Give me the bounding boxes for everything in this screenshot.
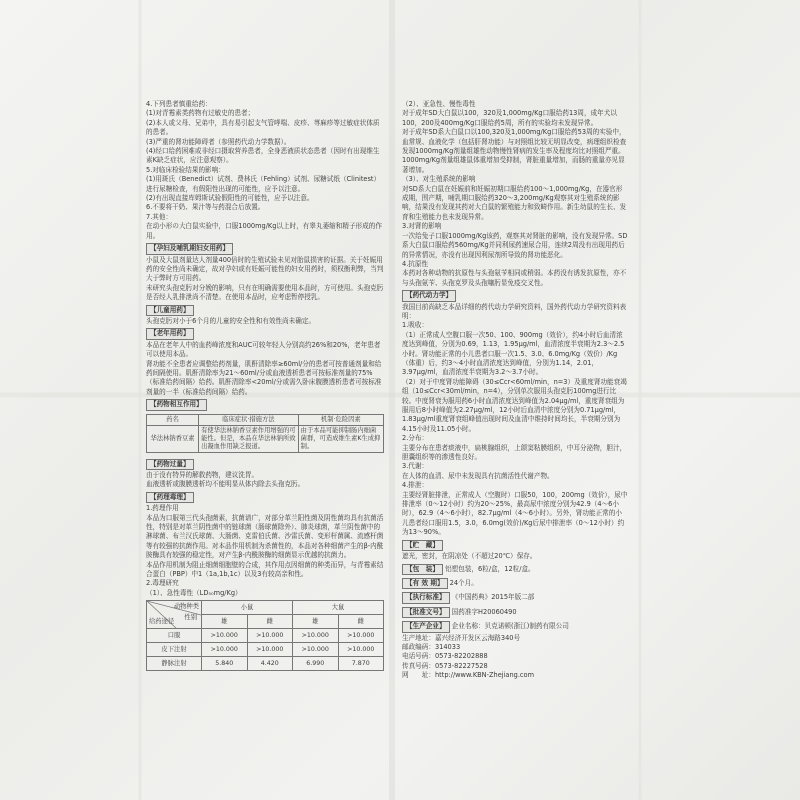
text-line: 4.下列患者慎重给药： — [146, 100, 212, 108]
section-title-validity: 【有 效 期】 — [402, 578, 448, 589]
validity-row — [402, 576, 628, 590]
text-line: 3.代谢： — [402, 462, 429, 471]
standard-text: 《中国药典》2015年版二部 — [451, 593, 535, 602]
table-cell: 由于本品可能抑制肠内细菌菌群，可造成维生素K生成抑制。 — [298, 425, 383, 452]
table-cell: >10.000 — [293, 643, 339, 657]
phone-text: 电话号码：0573-82202888 — [402, 652, 488, 661]
text-line: 本品为口服第三代头孢菌素，抗菌谱广，对部分革兰阳性菌及阴性菌均具有抗菌活性，特别是对革兰阴性菌中的链球菌（肠球菌除外）、肺炎球菌，革兰阴性菌中的淋球菌、布兰汉氏球菌、大肠菌、克雷伯氏菌、沙雷氏菌、变形杆菌属、流感杆菌等有较强的抗菌作用。对本品作用机制为杀菌性的，本品对各种细菌产生的β-内酰胺酶具有较强的稳定性，对产生β-内酰胺酶的细菌显示优越的抗菌力。 — [146, 513, 384, 560]
interaction-table — [146, 414, 384, 453]
postcode-text: 邮政编码：314033 — [402, 642, 461, 651]
text-line: （1）、急性毒性（LD₅₀mg/Kg） — [146, 588, 242, 597]
table-header-cell: 临床症状·措施方法 — [199, 414, 299, 425]
package-row — [402, 562, 628, 576]
ld50-table — [146, 600, 384, 671]
table-row — [147, 425, 384, 452]
maker-row — [402, 619, 628, 633]
text-line: 7.其他： — [146, 212, 173, 221]
right-column — [402, 100, 628, 681]
text-line: (2)本人或父母、兄弟中，具有易引起支气管哮喘、皮疹、荨麻疹等过敏症状体质的患者。 — [146, 118, 380, 137]
table-cell: >10.000 — [247, 643, 293, 657]
table-cell: >10.000 — [202, 643, 248, 657]
text-line: 本品在老年人中的血药峰浓度和AUC可较年轻人分别高约26%和20%，老年患者可以使用本品。 — [146, 340, 381, 359]
table-corner-cell — [147, 601, 202, 629]
maker-text: 企业名称：贝克诺顿(浙江)制药有限公司 — [451, 622, 569, 631]
section-title-overdose: 【药物过量】 — [146, 459, 194, 470]
fax-text: 传真号码：0573-82227528 — [402, 661, 488, 670]
table-header-cell: 大鼠 — [293, 601, 384, 615]
text-line: 1.吸收： — [402, 321, 429, 330]
table-header-cell: 雄 — [293, 615, 339, 629]
table-header-cell: 小鼠 — [202, 601, 293, 615]
table-header-cell: 雄 — [202, 615, 248, 629]
table-cell: 7.870 — [338, 657, 384, 671]
table-header-row — [147, 601, 384, 615]
text-line: 在动小形の大白鼠实验中，口服1000mg/Kg以上时，有睾丸萎缩和精子形成的作用。 — [146, 222, 382, 240]
text-line: (3)严重的肾功能障碍者（参照药代动力学数据）。 — [146, 137, 291, 146]
table-cell: 有使华法林钠香豆素作用增强的可能性。但是，本品在华法林钠所致出凝血作用缺乏报道。 — [199, 425, 299, 452]
table-cell: >10.000 — [338, 643, 384, 657]
table-cell: >10.000 — [202, 629, 248, 643]
corner-label-sex: 性别 — [184, 614, 197, 622]
corner-label-route: 给药途径 — [149, 618, 175, 626]
text-line: 4.抗原性 — [402, 259, 429, 268]
section-title-maker: 【生产企业】 — [402, 621, 450, 632]
text-line: 本品作用机制为阻止细菌细胞壁的合成，其作用点因细菌的种类而异，与青霉素结合蛋白（PBP）中1（1a,1b,1c）以及3有较高亲和性。 — [146, 560, 384, 579]
table-cell: >10.000 — [293, 629, 339, 643]
table-row — [147, 643, 384, 657]
text-line: (2)有出现直接库姆斯试验假阳性的可能性，应予以注意。 — [146, 194, 314, 203]
table-cell: 口服 — [147, 629, 202, 643]
section-title-elderly: 【老年用药】 — [146, 328, 194, 339]
text-line: （2）对于中度肾功能障碍（30≤Ccr<60ml/min，n=3）及重度肾功能衰竭组（10≤Ccr<30ml/min，n=4），分别单次服用头孢克肟100mg进行比较。中度肾衰为服用药6小时血清浓度达到峰值为2.04μg/ml，重度肾衰组为服用后8小时峰值为2.27μg/ml，12小时后血清中浓度分别为0.71μg/ml，1.83μg/ml重度肾衰组峰值出现时间及血清中维持时间均长，半衰期分别为4.15小时及11.05小时。 — [402, 377, 627, 433]
validity-text: 24个月。 — [449, 578, 478, 587]
text-line: (1)对青霉素类药物有过敏史的患者； — [146, 109, 255, 118]
storage-row — [402, 538, 628, 552]
table-cell: >10.000 — [338, 629, 384, 643]
text-line: 由于没有特异的解救药物，建议洗胃。 — [146, 471, 259, 479]
package-text: 铝塑包装，6粒/盒，12粒/盒。 — [445, 564, 535, 573]
text-line: 肾功能不全患者应调整给药剂量，肌酐清除率≥60ml/分的患者可按普通剂量和给药间隔使用。肌酐清除率为21～60ml/分或血液透析患者可按标准剂量的75%（标准给药间隔）给药。肌酐清除率<20ml/分或需久卧床腹膜透析患者可按标准剂量的一半（标准给药间隔）给药。 — [146, 359, 382, 396]
table-header-cell: 机制·危险因素 — [298, 414, 383, 425]
table-row — [147, 657, 384, 671]
text-line: 4.排泄： — [402, 481, 429, 490]
text-line: (1)用斑氏（Benedict）试剂、费林氏（Fehling）试剂、尿糖试纸（Clinitest）进行尿糖检查，有假阳性出现的可能性，应予以注意。 — [146, 175, 381, 193]
table-header-cell: 雌 — [338, 615, 384, 629]
table-cell: >10.000 — [247, 629, 293, 643]
section-title-pharmacokinetics: 【药代动力学】 — [402, 290, 456, 301]
corner-label-species: 动物种类 — [173, 603, 199, 611]
text-line: 1.药理作用 — [146, 504, 179, 513]
text-line: 在人体的血清、尿中未发现具有抗菌活性代谢产物。 — [402, 471, 554, 480]
section-title-storage: 【贮 藏】 — [402, 540, 443, 551]
table-header-cell: 药名 — [147, 414, 199, 425]
standard-row — [402, 590, 628, 604]
table-cell: 皮下注射 — [147, 643, 202, 657]
section-title-approval: 【批准文号】 — [402, 607, 450, 618]
text-line: 一次给兔子口服1000mg/Kg该药，观察其对肾脏的影响，没有发现异常。SD系大白鼠口服给药560mg/Kg并同利尿药速尿合用，连续2周没有出现用药后的异常情况，亦没有出现因利尿剂所导致的肾功能恶化。 — [402, 231, 628, 259]
text-line: 小鼠及大鼠剂量达人剂量400倍时的生殖试验未见对胎鼠损害的证据。关于妊娠用药的安全性尚未确定，故对孕妇或有妊娠可能性的妇女用药时，须权衡利弊，当判大于弊时方可用药。 — [146, 255, 384, 283]
text-line: 主要经肾脏排泄，正常成人（空腹时）口服50，100，200mg（效价），尿中排泄率（0～12小时）约为20～25%，最高尿中浓度分别为42.9（4～6小时），62.9（4～6小时），82.7μg/ml（4～6小时）。另外，肾功能正常的小儿患者经口服用1.5，3.0，6.0mg(效价)/Kg后尿中排泄率（0～12小时）约为13～90%。 — [402, 490, 628, 537]
address-text: 生产地址：嘉兴经济开发区云海路340号 — [402, 633, 521, 642]
text-line: 2.毒理研究 — [146, 579, 179, 588]
text-line: 3.对肾的影响 — [402, 222, 442, 231]
section-title-interaction: 【药物相互作用】 — [146, 399, 207, 410]
text-line: 对于成年SD大白鼠以100，320及1,000mg/Kg口服给药13周，成年犬以100，200及400mg/Kg口服给药5周，所有的实验均未发现异常。 — [402, 109, 617, 127]
section-title-standard: 【执行标准】 — [402, 592, 450, 603]
table-row — [147, 629, 384, 643]
text-line: 对于成年SD系大白鼠口以100,320及1,000mg/Kg口服给药53周的实验中，血常规、血液化学（包括肝肾功能）与对照组比较无明显改变，病理组织检查发现1000mg/Kg剂量组雄性动物慢性肾病的发生率及程度均比对照组严重。1000mg/Kg剂量组雄鼠体重增加受抑制，肾脏重量增加，而肠的重量亦见显著增加。 — [402, 128, 627, 174]
section-title-toxicology: 【药理毒理】 — [146, 492, 194, 503]
text-line: 本药对各种动物的抗原性与头孢氨苄相同或稍弱。本药没有诱发抗原性，亦不与头孢氨苄、头孢克罗及头孢噻肟显免疫交叉性。 — [402, 269, 627, 287]
text-line: （3）、对生殖系统的影响 — [402, 175, 476, 184]
section-title-pregnancy: 【孕妇及哺乳期妇女用药】 — [146, 243, 233, 254]
table-cell: 5.840 — [202, 657, 248, 671]
text-line: 5.对临床检验结果的影响： — [146, 165, 225, 174]
storage-text: 遮光，密封，在阴凉处（不超过20℃）保存。 — [402, 552, 537, 561]
table-header-cell: 雌 — [247, 615, 293, 629]
approval-text: 国药准字H20060490 — [451, 607, 517, 616]
text-line: 我国目前尚缺乏本品详细的药代动力学研究资料，国外药代动力学研究资料表明： — [402, 302, 627, 320]
text-line: （1）正常成人空腹口服一次50、100、900mg（效价），约4小时后血清浓度达到峰值，分别为0.69，1.13，1.95μg/ml，血清浓度半衰期为2.3～2.5小时。肾功能正常的小儿患者口服一次1.5、3.0、6.0mg/Kg（效价）/Kg（体重）后，约3～4小时血清浓度达到峰值，分别为1.14，2.01，3.97μg/ml，血清浓度半衰期为3.2～3.7小时。 — [402, 330, 625, 377]
approval-row — [402, 605, 628, 619]
table-cell: 6.990 — [293, 657, 339, 671]
section-title-package: 【包 装】 — [402, 564, 443, 575]
text-line: 6.不要将干奶、果汁等与药混合后放置。 — [146, 203, 265, 212]
table-cell: 华法林钠香豆素 — [147, 425, 199, 452]
table-header-row — [147, 414, 384, 425]
text-line: 未研究头孢克肟对分娩的影响，只有在明确需要使用本品时，方可使用。头孢克肟是否经人乳排泄尚不清楚。在使用本品时，应考虑暂停授乳。 — [146, 283, 384, 302]
text-line: 2.分布： — [402, 434, 429, 443]
website-text: 网 址：http://www.KBN-Zhejiang.com — [402, 671, 534, 680]
text-line: (4)经口给药困难或非经口摄取营养患者，全身恶液质状态患者（因时有出现维生素K缺乏症状，应注意观察）。 — [146, 147, 380, 165]
text-line: 对SD系大白鼠在妊娠前和妊娠初期口服给药100～1,000mg/Kg，在器官形成期，围产期，哺乳期口服给药320～3,200mg/Kg观察其对生殖系统的影响，结果没有发现其药对大白鼠的繁殖能力和致畸作用。新生幼鼠的生长、发育和生殖能力也未发现异常。 — [402, 184, 627, 221]
text-line: 头孢克肟对小于6个月的儿童的安全性和有效性尚未确定。 — [146, 316, 316, 325]
section-title-children: 【儿童用药】 — [146, 305, 194, 316]
text-line: 主要分布在患者痰液中，扁桃腺组织，上颌窦粘膜组织，中耳分泌物，胆汁，胆囊组织等的渗透性良好。 — [402, 443, 627, 462]
table-cell: 4.420 — [247, 657, 293, 671]
text-line: （2）、亚急性、慢性毒性 — [402, 100, 476, 108]
table-cell: 静脉注射 — [147, 657, 202, 671]
left-column — [146, 100, 384, 675]
text-line: 血液透析或腹膜透析均不能明显从体内除去头孢克肟。 — [146, 480, 305, 489]
